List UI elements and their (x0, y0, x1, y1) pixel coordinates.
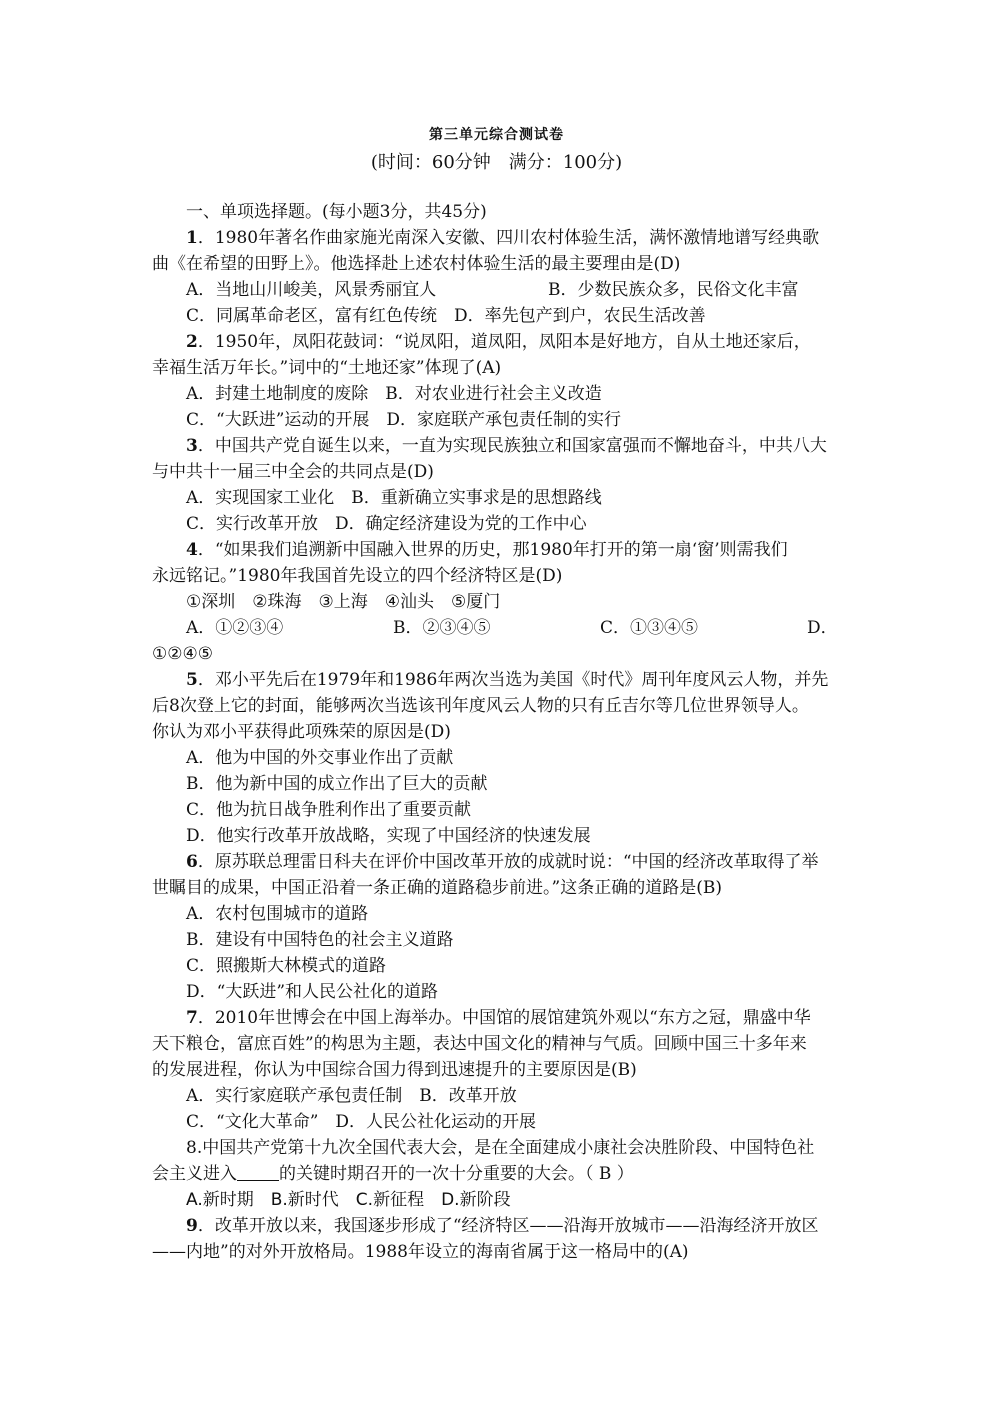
question-text: ．1950年，凤阳花鼓词：“说凤阳，道凤阳，凤阳本是好地方，自从土地还家后， (197, 332, 811, 352)
fill-blank (237, 1164, 279, 1181)
question-5-option-c: C．他为抗日战争胜利作出了重要贡献 (186, 800, 472, 820)
option-b: B．少数民族众多，民俗文化丰富 (548, 280, 799, 300)
question-1-line-2: 曲《在希望的田野上》。他选择赴上述农村体验生活的最主要理由是(D) (152, 254, 681, 274)
question-number: 7 (186, 1008, 198, 1028)
question-7-line-2: 天下粮仓，富庶百姓”的构思为主题，表达中国文化的精神与气质。回顾中国三十多年来 (152, 1034, 807, 1054)
question-6-option-b: B．建设有中国特色的社会主义道路 (186, 930, 454, 950)
question-1-options-ab (152, 277, 844, 303)
question-text: ．改革开放以来，我国逐步形成了“经济特区——沿海开放城市——沿海经济开放区 (197, 1216, 819, 1236)
question-6-line-1 (152, 849, 844, 875)
question-text: ．原苏联总理雷日科夫在评价中国改革开放的成就时说：“中国的经济改革取得了举 (197, 852, 819, 872)
question-5-line-2: 后8次登上它的封面，能够两次当选该刊年度风云人物的只有丘吉尔等几位世界领导人。 (152, 696, 809, 716)
question-5-option-b: B．他为新中国的成立作出了巨大的贡献 (186, 774, 488, 794)
question-number: 9 (186, 1216, 198, 1236)
question-9-line-1 (152, 1213, 844, 1239)
question-3-line-1 (152, 433, 844, 459)
question-3-line-2: 与中共十一届三中全会的共同点是(D) (152, 462, 434, 482)
question-text: ．中国共产党自诞生以来，一直为实现民族独立和国家富强而不懈地奋斗，中共八大 (197, 436, 827, 456)
question-7-options-cd: C．“文化大革命” D．人民公社化运动的开展 (186, 1112, 537, 1132)
question-number: 1 (186, 228, 198, 248)
question-4-options (152, 615, 844, 641)
question-5-line-1 (152, 667, 844, 693)
question-number: 2 (186, 332, 198, 352)
question-text: 的关键时期召开的一次十分重要的大会。（ B ） (279, 1164, 634, 1184)
question-2-options-ab: A．封建土地制度的废除 B．对农业进行社会主义改造 (186, 384, 602, 404)
question-5-option-d: D．他实行改革开放战略，实现了中国经济的快速发展 (186, 826, 591, 846)
question-8-options: A.新时期 B.新时代 C.新征程 D.新阶段 (186, 1190, 511, 1210)
option-b: B．②③④⑤ (393, 618, 491, 638)
option-a: A．当地山川峻美，风景秀丽宜人 (186, 280, 437, 300)
question-6-line-2: 世瞩目的成果，中国正沿着一条正确的道路稳步前进。”这条正确的道路是(B) (152, 878, 722, 898)
question-4-line-2: 永远铭记。”1980年我国首先设立的四个经济特区是(D) (152, 566, 563, 586)
question-3-options-cd: C．实行改革开放 D．确定经济建设为党的工作中心 (186, 514, 587, 534)
question-9-line-2: ——内地”的对外开放格局。1988年设立的海南省属于这一格局中的(A) (152, 1242, 689, 1262)
question-number: 4 (186, 540, 198, 560)
question-text: ．邓小平先后在1979年和1986年两次当选为美国《时代》周刊年度风云人物，并先 (197, 670, 829, 690)
question-6-option-a: A．农村包围城市的道路 (186, 904, 369, 924)
question-text: ．2010年世博会在中国上海举办。中国馆的展馆建筑外观以“东方之冠，鼎盛中华 (197, 1008, 811, 1028)
question-number: 6 (186, 852, 198, 872)
option-a: A．①②③④ (186, 618, 284, 638)
page-subtitle: (时间：60分钟 满分：100分) (370, 152, 623, 173)
question-text: 会主义进入 (152, 1164, 237, 1184)
question-text: ．“如果我们追溯新中国融入世界的历史，那1980年打开的第一扇‘窗’则需我们 (197, 540, 788, 560)
question-4-option-d-continued: ①②④⑤ (152, 644, 213, 664)
question-7-options-ab: A．实行家庭联产承包责任制 B．改革开放 (186, 1086, 517, 1106)
question-number: 3 (186, 436, 198, 456)
page-title: 第三单元综合测试卷 (429, 127, 564, 143)
option-d: D． (807, 618, 838, 638)
question-7-line-3: 的发展进程，你认为中国综合国力得到迅速提升的主要原因是(B) (152, 1060, 637, 1080)
question-6-option-c: C．照搬斯大林模式的道路 (186, 956, 387, 976)
question-3-options-ab: A．实现国家工业化 B．重新确立实事求是的思想路线 (186, 488, 602, 508)
question-8-line-1: 8.中国共产党第十九次全国代表大会，是在全面建成小康社会决胜阶段、中国特色社 (186, 1138, 815, 1158)
question-7-line-1 (152, 1005, 844, 1031)
question-4-line-1 (152, 537, 844, 563)
question-5-option-a: A．他为中国的外交事业作出了贡献 (186, 748, 454, 768)
question-text: ．1980年著名作曲家施光南深入安徽、四川农村体验生活，满怀激情地谱写经典歌 (197, 228, 820, 248)
question-6-option-d: D．“大跃进”和人民公社化的道路 (186, 982, 439, 1002)
question-2-options-cd: C．“大跃进”运动的开展 D．家庭联产承包责任制的实行 (186, 410, 622, 430)
question-2-line-2: 幸福生活万年长。”词中的“土地还家”体现了(A) (152, 358, 502, 378)
section-heading: 一、单项选择题。(每小题3分，共45分) (186, 202, 487, 222)
question-4-items: ①深圳 ②珠海 ③上海 ④汕头 ⑤厦门 (186, 592, 501, 612)
question-5-line-3: 你认为邓小平获得此项殊荣的原因是(D) (152, 722, 451, 742)
option-c: C．①③④⑤ (600, 618, 699, 638)
question-number: 5 (186, 670, 198, 690)
document-body (152, 199, 844, 1265)
question-2-line-1 (152, 329, 844, 355)
question-1-options-cd: C．同属革命老区，富有红色传统 D．率先包产到户，农民生活改善 (186, 306, 706, 326)
question-1-line-1 (152, 225, 844, 251)
question-8-line-2 (152, 1161, 844, 1187)
